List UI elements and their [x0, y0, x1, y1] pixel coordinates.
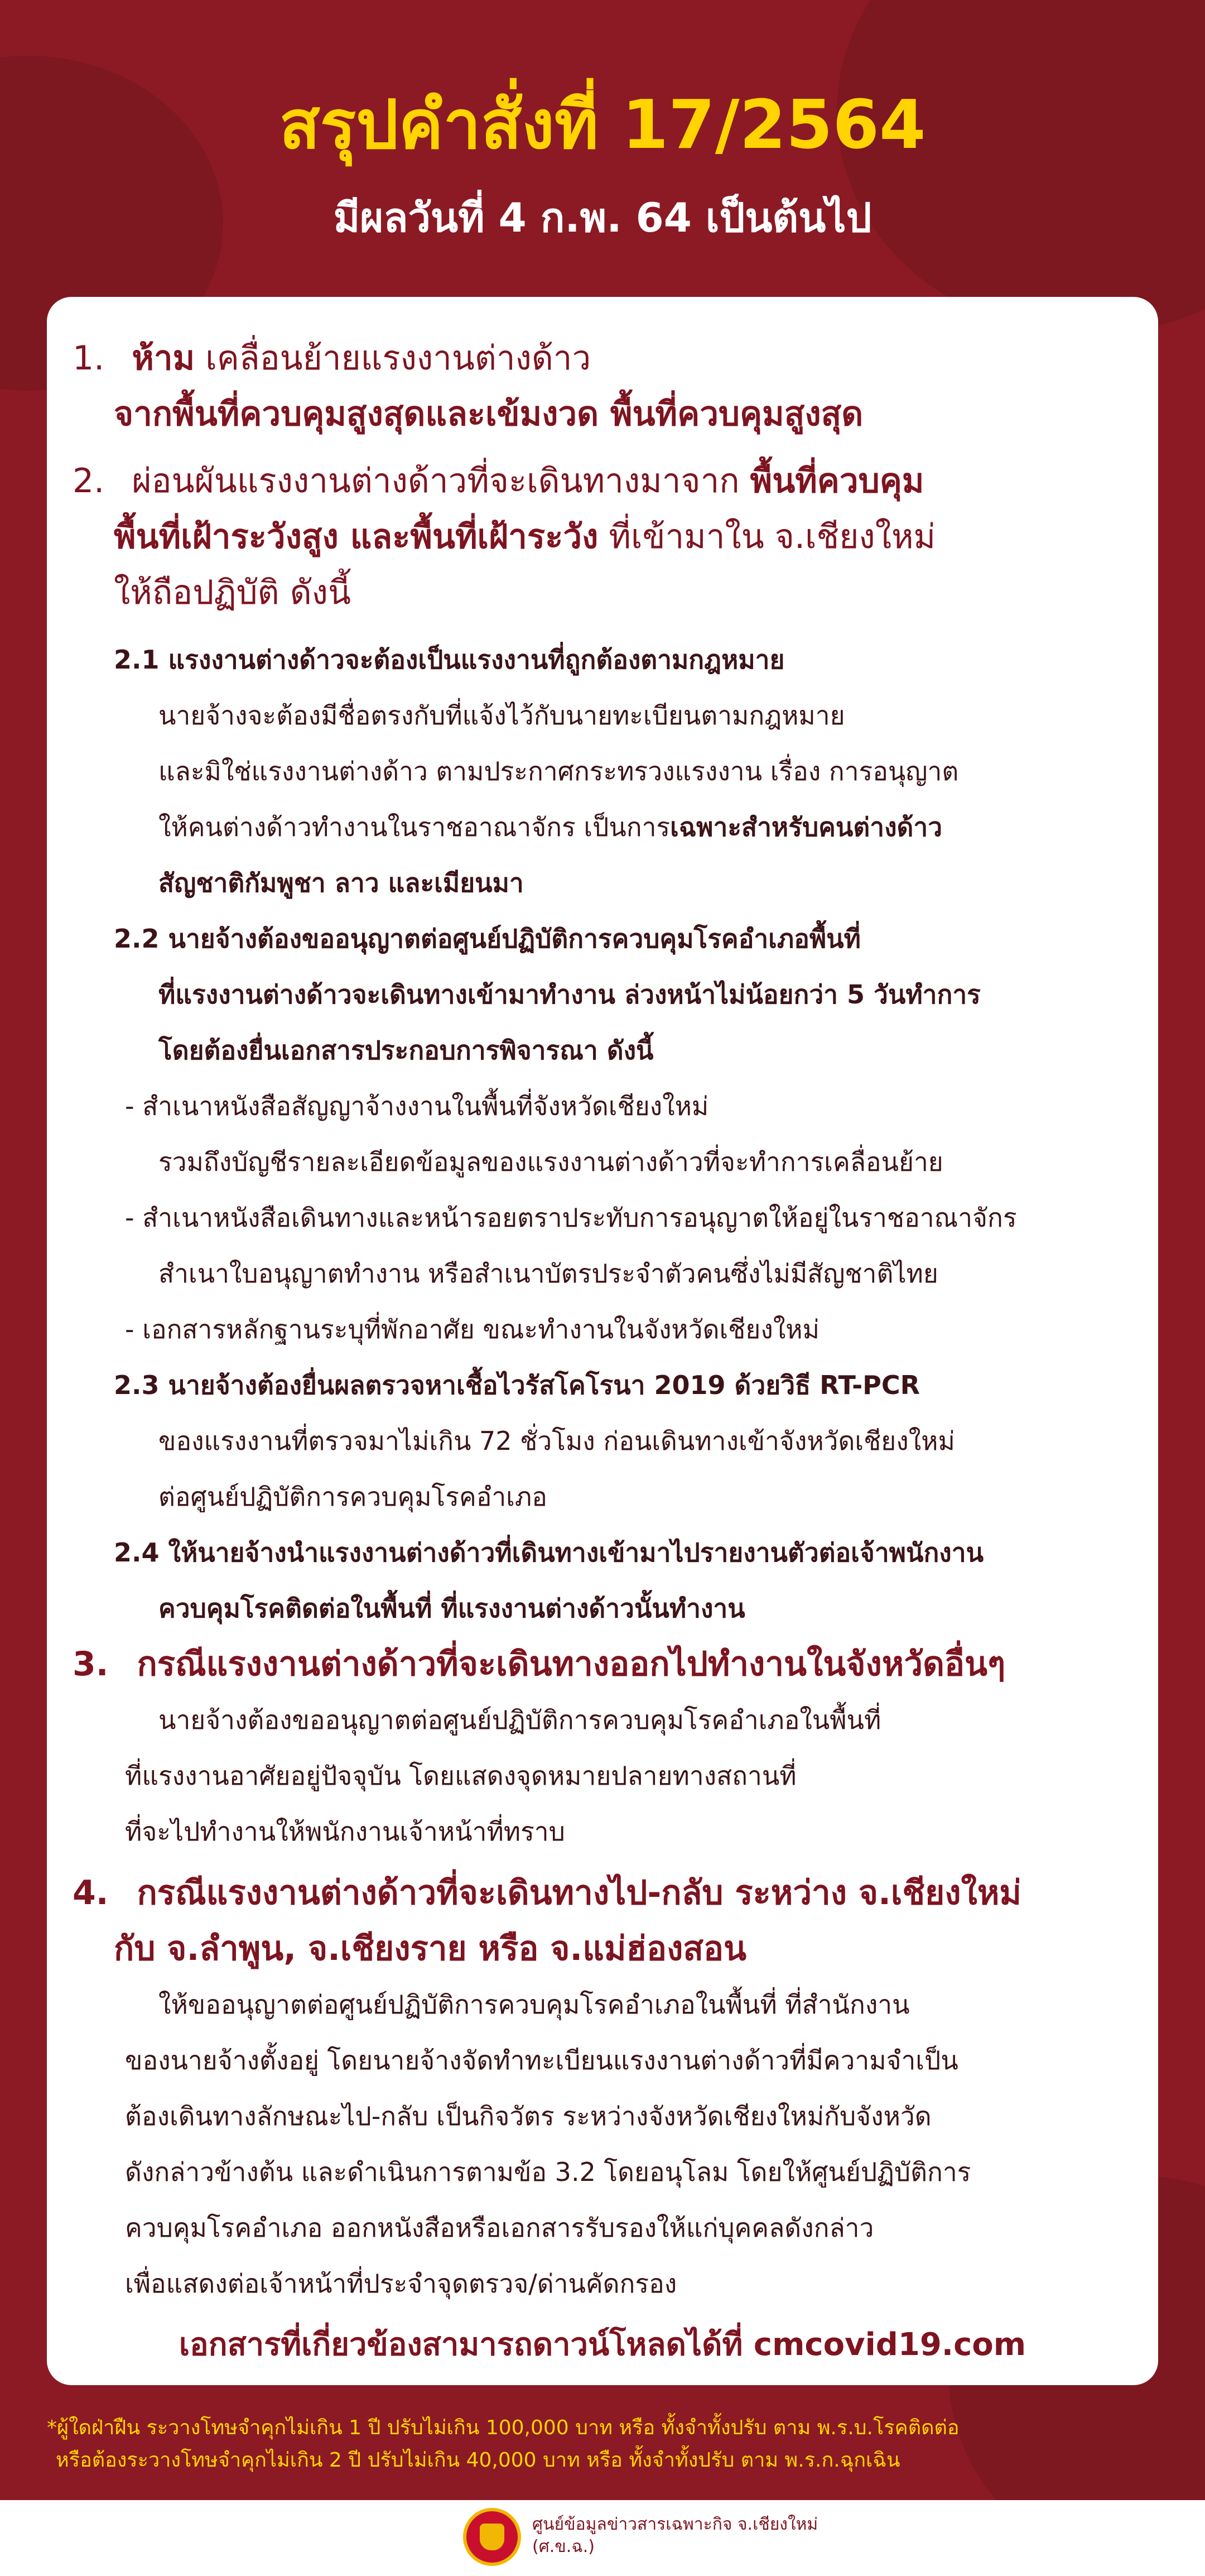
sub-2-2-title: 2.2 นายจ้างต้องขออนุญาตต่อศูนย์ปฏิบัติการควบคุมโรคอำเภอพื้นที่	[114, 924, 861, 954]
item-1-line-1	[73, 330, 591, 386]
sub-2-4-title: 2.4 ให้นายจ้างนำแรงงานต่างด้าวที่เดินทางเข้ามาไปรายงานตัวต่อเจ้าพนักงาน	[114, 1537, 984, 1568]
item-4-line-6: เพื่อแสดงต่อเจ้าหน้าที่ประจำจุดตรวจ/ด่านคัดกรอง	[125, 2269, 677, 2299]
item-1-text: เคลื่อนย้ายแรงงานต่างด้าว	[205, 339, 591, 378]
item-4-line-5: ควบคุมโรคอำเภอ ออกหนังสือหรือเอกสารรับรองให้แก่บุคคลดังกล่าว	[125, 2213, 874, 2243]
page-title: สรุปคำสั่งที่ 17/2564	[279, 86, 926, 164]
footer-org-abbr: (ศ.ข.ฉ.)	[532, 2537, 595, 2556]
sub-2-4-line-1: ควบคุมโรคติดต่อในพื้นที่ ที่แรงงานต่างด้าวนั้นทำงาน	[158, 1593, 745, 1623]
download-notice: เอกสารที่เกี่ยวข้องสามารถดาวน์โหลดได้ที่ cmcovid19.com	[179, 2327, 1026, 2363]
item-4-line-3: ต้องเดินทางลักษณะไป-กลับ เป็นกิจวัตร ระหว่างจังหวัดเชียงใหม่กับจังหวัด	[125, 2101, 932, 2131]
footer	[0, 2500, 1205, 2576]
item-1-bold-word: ห้าม	[132, 339, 195, 378]
provincial-emblem-icon	[463, 2508, 521, 2566]
footnote-line-2: หรือต้องระวางโทษจำคุกไม่เกิน 2 ปี ปรับไม่เกิน 40,000 บาท หรือ ทั้งจำทั้งปรับ ตาม พ.ร.ก.ฉุกเฉิน	[56, 2449, 900, 2472]
footnote-line-1: *ผู้ใดฝ่าฝืน ระวางโทษจำคุกไม่เกิน 1 ปี ปรับไม่เกิน 100,000 บาท หรือ ทั้งจำทั้งปรับ ตาม พ.ร.บ.โรคติดต่อ	[47, 2416, 960, 2439]
item-number: 1.	[73, 339, 105, 378]
item-3-line-2: ที่แรงงานอาศัยอยู่ปัจจุบัน โดยแสดงจุดหมายปลายทางสถานที่	[125, 1761, 797, 1791]
item-3-title	[73, 1636, 1005, 1692]
sub-2-1-line-2: และมิใช่แรงงานต่างด้าว ตามประกาศกระทรวงแรงงาน เรื่อง การอนุญาต	[158, 756, 959, 786]
item-number: 2.	[73, 462, 105, 501]
sub-2-1-line-1: นายจ้างจะต้องมีชื่อตรงกับที่แจ้งไว้กับนายทะเบียนตามกฎหมาย	[158, 700, 845, 730]
doc-1-line-1: - สำเนาหนังสือสัญญาจ้างงานในพื้นที่จังหวัดเชียงใหม่	[125, 1091, 709, 1121]
item-4-title-2: กับ จ.ลำพูน, จ.เชียงราย หรือ จ.แม่ฮ่องสอน	[114, 1929, 747, 1968]
sub-2-1-title: 2.1 แรงงานต่างด้าวจะต้องเป็นแรงงานที่ถูกต้องตามกฎหมาย	[114, 645, 785, 675]
item-2-line-2	[114, 509, 936, 565]
sub-2-2-line-2: โดยต้องยื่นเอกสารประกอบการพิจารณา ดังนี้	[158, 1035, 654, 1065]
sub-2-1-line-3	[158, 799, 942, 855]
item-4-line-4: ดังกล่าวข้างต้น และดำเนินการตามข้อ 3.2 โดยอนุโลม โดยให้ศูนย์ปฏิบัติการ	[125, 2157, 971, 2187]
doc-1-line-2: รวมถึงบัญชีรายละเอียดข้อมูลของแรงงานต่างด้าวที่จะทำการเคลื่อนย้าย	[158, 1147, 943, 1177]
doc-3-line-1: - เอกสารหลักฐานระบุที่พักอาศัย ขณะทำงานในจังหวัดเชียงใหม่	[125, 1314, 820, 1344]
item-3-line-3: ที่จะไปทำงานให้พนักงานเจ้าหน้าที่ทราบ	[125, 1816, 565, 1847]
sub-2-3-line-2: ต่อศูนย์ปฏิบัติการควบคุมโรคอำเภอ	[158, 1482, 547, 1512]
page-subtitle: มีผลวันที่ 4 ก.พ. 64 เป็นต้นไป	[333, 194, 872, 241]
sub-2-1-line-3-text: ให้คนต่างด้าวทำงานในราชอาณาจักร เป็นการ	[158, 812, 671, 842]
footer-org-name: ศูนย์ข้อมูลข่าวสารเฉพาะกิจ จ.เชียงใหม่	[532, 2515, 818, 2534]
item-2-line-3: ให้ถือปฏิบัติ ดังนี้	[114, 573, 351, 612]
sub-2-1-line-4: สัญชาติกัมพูชา ลาว และเมียนมา	[158, 868, 524, 898]
sub-2-1-line-3-bold: เฉพาะสำหรับคนต่างด้าว	[670, 812, 943, 842]
sub-2-3-title: 2.3 นายจ้างต้องยื่นผลตรวจหาเชื้อไวรัสโคโรนา 2019 ด้วยวิธี RT-PCR	[114, 1370, 920, 1400]
item-2-zone-text: ที่เข้ามาใน จ.เชียงใหม่	[609, 517, 936, 556]
item-4-title-text: กรณีแรงงานต่างด้าวที่จะเดินทางไป-กลับ ระหว่าง จ.เชียงใหม่	[137, 1873, 1021, 1912]
item-4-line-1: ให้ขออนุญาตต่อศูนย์ปฏิบัติการควบคุมโรคอำเภอในพื้นที่ ที่สำนักงาน	[158, 1989, 910, 2020]
item-2-line-1	[73, 453, 924, 509]
item-number: 4.	[73, 1873, 109, 1912]
doc-2-line-1: - สำเนาหนังสือเดินทางและหน้ารอยตราประทับการอนุญาตให้อยู่ในราชอาณาจักร	[125, 1203, 1017, 1233]
item-3-line-1: นายจ้างต้องขออนุญาตต่อศูนย์ปฏิบัติการควบคุมโรคอำเภอในพื้นที่	[158, 1705, 881, 1735]
item-4-title-1	[73, 1865, 1021, 1921]
item-2-text: ผ่อนผันแรงงานต่างด้าวที่จะเดินทางมาจาก	[132, 462, 740, 501]
content-card	[47, 297, 1158, 2385]
item-2-bold-zones: พื้นที่เฝ้าระวังสูง และพื้นที่เฝ้าระวัง	[114, 517, 599, 556]
sub-2-3-line-1: ของแรงงานที่ตรวจมาไม่เกิน 72 ชั่วโมง ก่อนเดินทางเข้าจังหวัดเชียงใหม่	[158, 1426, 955, 1456]
item-3-title-text: กรณีแรงงานต่างด้าวที่จะเดินทางออกไปทำงานในจังหวัดอื่นๆ	[137, 1645, 1006, 1684]
item-1-line-2: จากพื้นที่ควบคุมสูงสุดและเข้มงวด พื้นที่ควบคุมสูงสุด	[114, 395, 864, 434]
header	[0, 0, 1205, 296]
doc-2-line-2: สำเนาใบอนุญาตทำงาน หรือสำเนาบัตรประจำตัวคนซึ่งไม่มีสัญชาติไทย	[158, 1258, 938, 1289]
item-4-line-2: ของนายจ้างตั้งอยู่ โดยนายจ้างจัดทำทะเบียนแรงงานต่างด้าวที่มีความจำเป็น	[125, 2045, 958, 2075]
item-number: 3.	[73, 1645, 109, 1684]
sub-2-2-line-1: ที่แรงงานต่างด้าวจะเดินทางเข้ามาทำงาน ล่วงหน้าไม่น้อยกว่า 5 วันทำการ	[158, 979, 981, 1010]
item-2-bold-text: พื้นที่ควบคุม	[750, 462, 924, 501]
